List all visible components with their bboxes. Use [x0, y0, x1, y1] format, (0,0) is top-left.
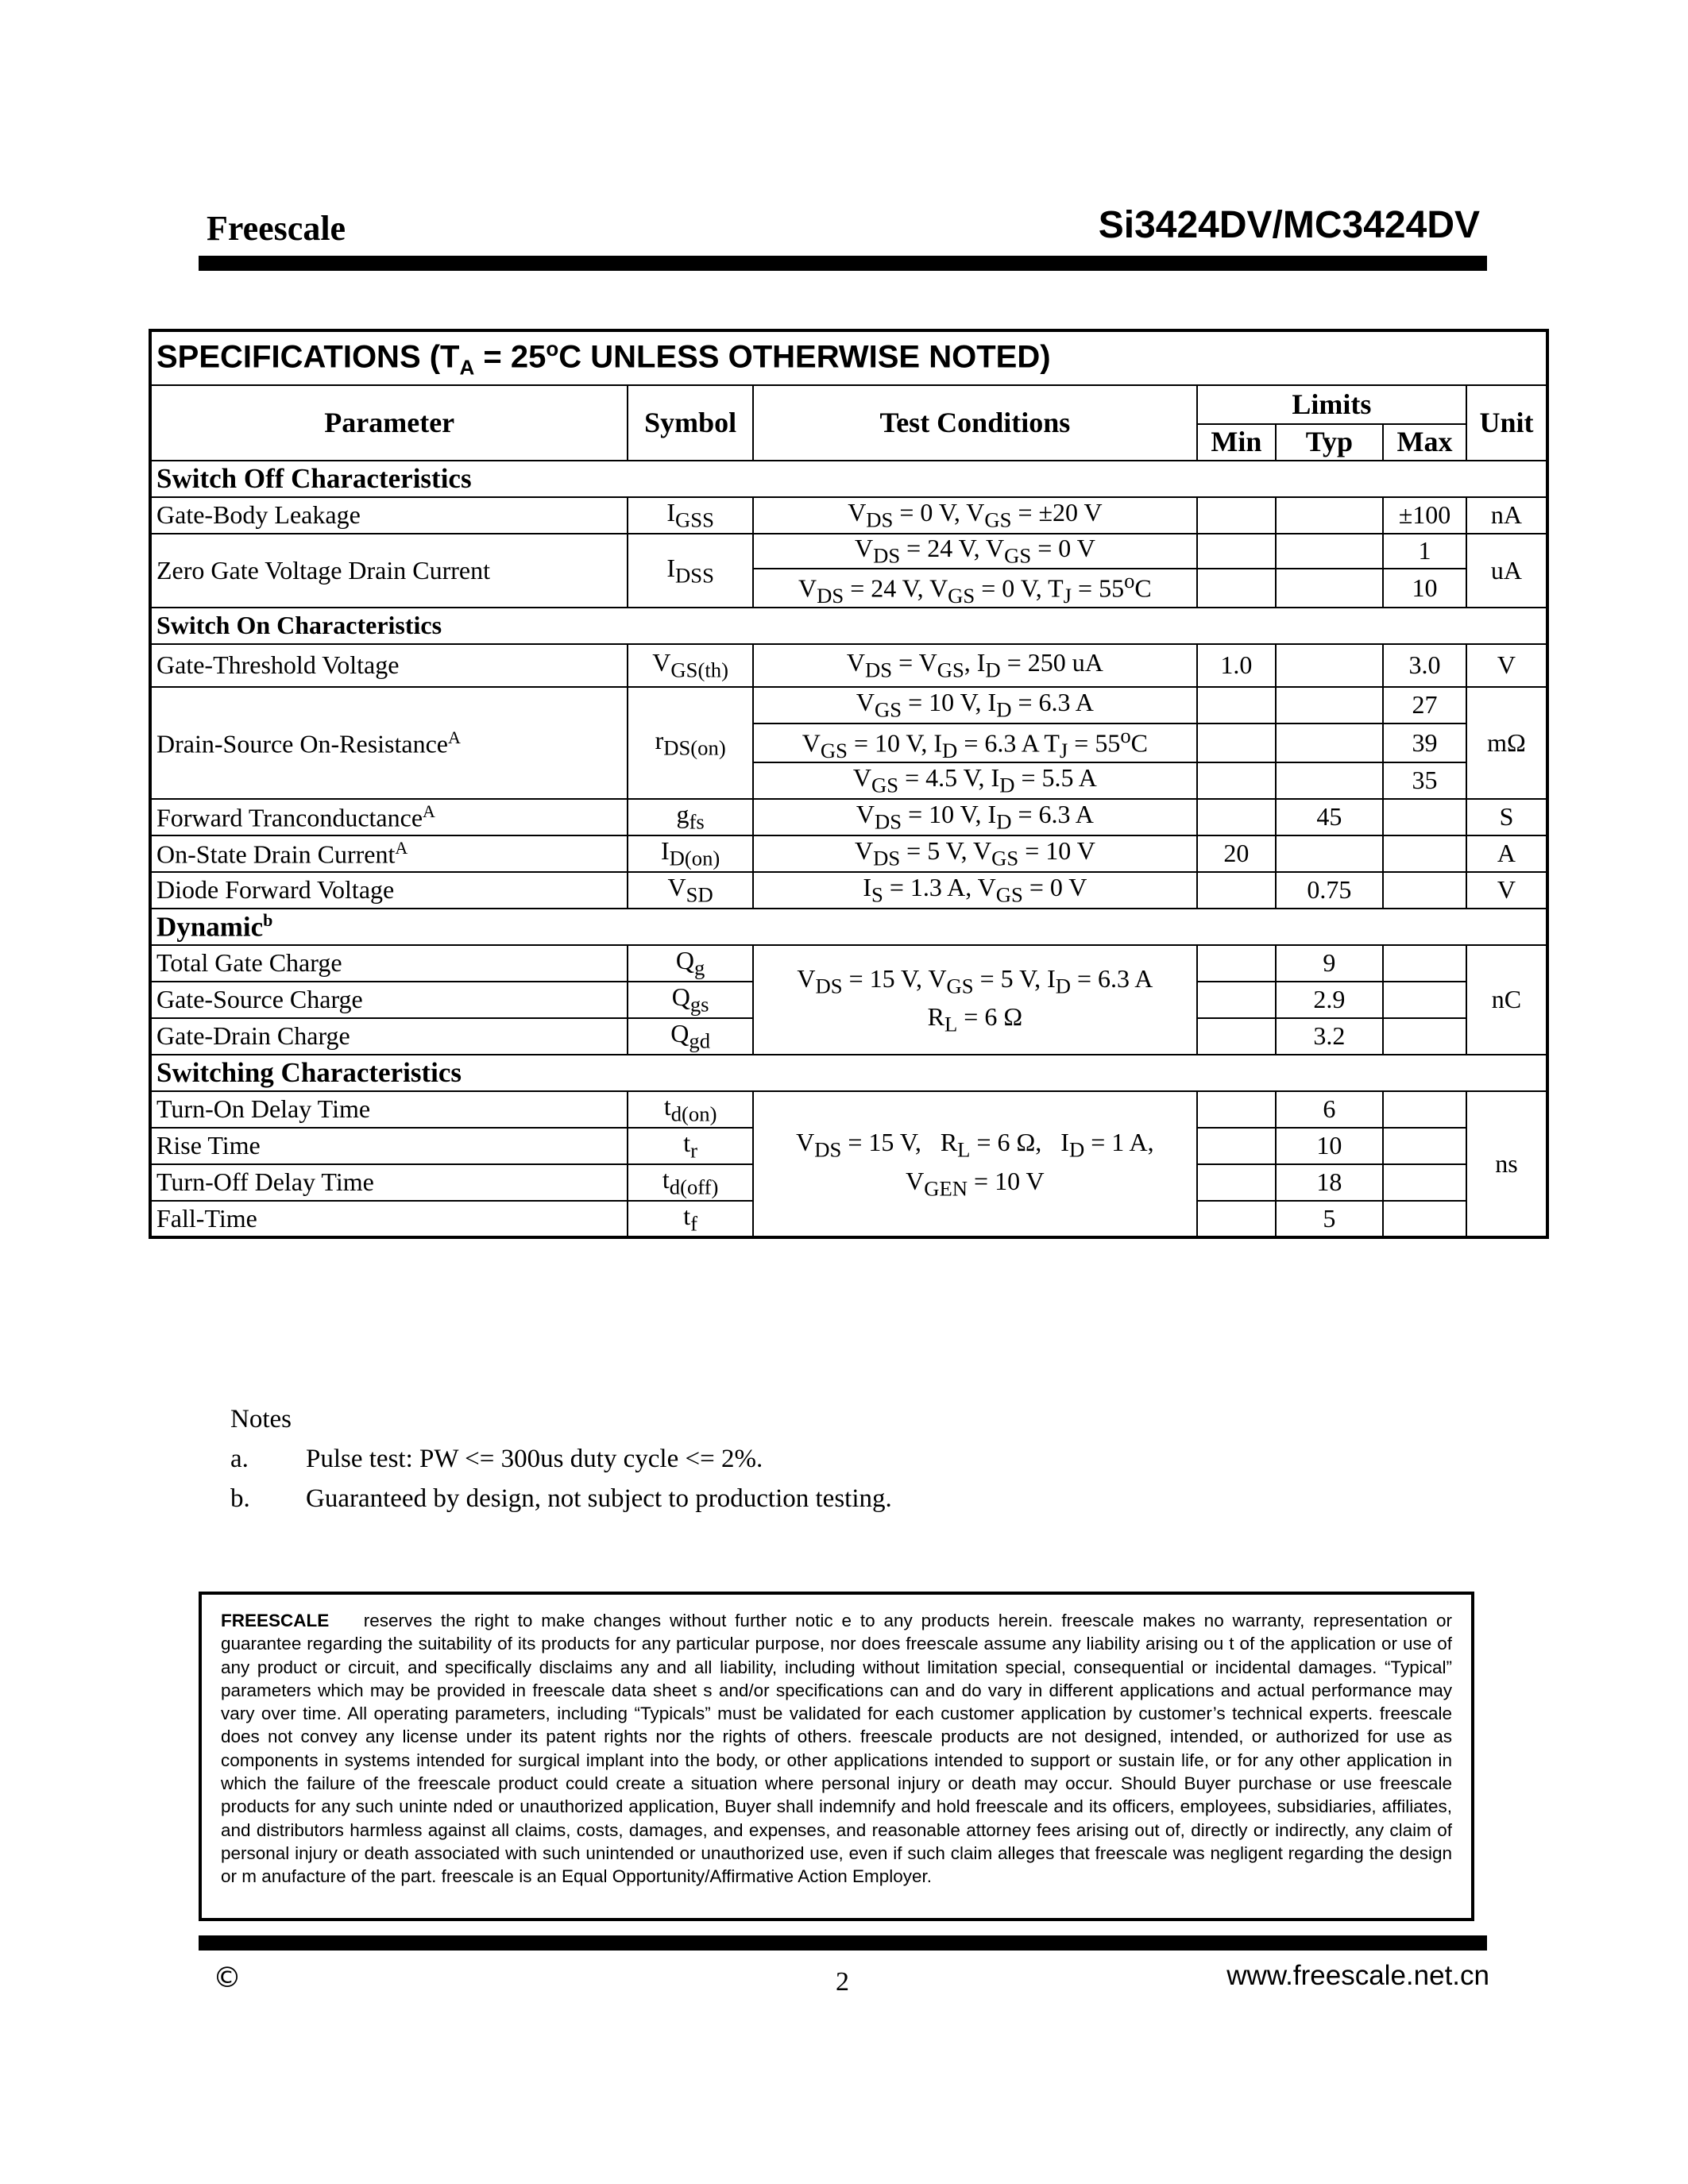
notes-heading: Notes — [230, 1405, 292, 1433]
table-row: Rise Time $t_r$ 10 — [150, 1128, 1547, 1164]
table-row: $V_{GS} = 4.5$ V, $I_D = 5.5$ A 35 — [150, 762, 1547, 799]
table-row: Drain-Source On-Resistance$^A$ $r_{DS(on)}$ $V_{GS} = 10$ V, $I_D = 6.3$ A 27 mΩ — [150, 687, 1547, 723]
note-a: a. Pulse test: PW <= 300us duty cycle <= 2%. — [230, 1445, 763, 1473]
website-url: www.freescale.net.cn — [1226, 1960, 1489, 1991]
table-row: Forward Tranconductance$^A$ $g_{fs}$ $V_{DS} = 10$ V, $I_D = 6.3$ A 45 S — [150, 799, 1547, 835]
section-dynamic: Dynamic$^b$ — [150, 909, 1547, 945]
header-max: Max — [1383, 424, 1466, 461]
header-parameter: Parameter — [150, 385, 628, 461]
table-row: Gate-Threshold Voltage $V_{GS(th)}$ $V_{DS} = V_{GS}$, $I_D = 250$ uA 1.0 3.0 V — [150, 644, 1547, 687]
table-title: SPECIFICATIONS ($T_A = 25^oC$ UNLESS OTHERWISE NOTED) — [150, 330, 1547, 385]
table-row: Gate-Drain Charge $Q_{gd}$ 3.2 — [150, 1018, 1547, 1055]
part-number: Si3424DV/MC3424DV — [1098, 204, 1480, 246]
brand-name: Freescale — [207, 209, 346, 248]
header-test-conditions: Test Conditions — [753, 385, 1197, 461]
header-min: Min — [1197, 424, 1276, 461]
table-row: $V_{GS} = 10$ V, $I_D = 6.3$ A $T_J = 55^oC$ 39 — [150, 723, 1547, 762]
table-row: Turn-Off Delay Time $t_{d(off)}$ 18 — [150, 1164, 1547, 1201]
table-row: Turn-On Delay Time $t_{d(on)}$ $V_{DS} = 15$ V, $R_L = 6$ Ω, $I_D = 1$ A, $V_{GEN} = 10$ V 6 ns — [150, 1091, 1547, 1128]
table-row: Fall-Time $t_f$ 5 — [150, 1201, 1547, 1237]
page-number: 2 — [836, 1967, 849, 1997]
table-row: Gate-Source Charge $Q_{gs}$ 2.9 — [150, 982, 1547, 1018]
disclaimer-lead: FREESCALE — [221, 1611, 330, 1630]
header-unit: Unit — [1466, 385, 1547, 461]
copyright-icon: © — [213, 1962, 241, 1994]
section-switch-off: Switch Off Characteristics — [150, 461, 1547, 497]
header-symbol: Symbol — [628, 385, 752, 461]
header-rule — [199, 256, 1487, 271]
header-typ: Typ — [1276, 424, 1383, 461]
section-switch-on: Switch On Characteristics — [150, 608, 1547, 644]
table-row: $V_{DS} = 24$ V, $V_{GS} = 0$ V, $T_J = 55^oC$ 10 — [150, 569, 1547, 608]
specifications-table — [149, 329, 1549, 1239]
section-switching: Switching Characteristics — [150, 1055, 1547, 1091]
note-b: b. Guaranteed by design, not subject to production testing. — [230, 1484, 892, 1513]
legal-disclaimer — [199, 1592, 1474, 1921]
disclaimer-text: reserves the right to make changes without further notic e to any products herein. freescale makes no warranty, representation or guarantee regarding the suitability of its products for any particular purpose, nor does freescale assume any liability arising ou t of the application or use of any product or circuit, and specifically disclaims any and all liability, including without limitation special, consequential or incidental damages. “Typical” parameters which may be provided in freescale data sheet s and/or specifications can and do vary in different applications and actual performance may vary over time. All operating parameters, including “Typicals” must be validated for each customer application by customer’s technical experts. freescale does not convey any license under its patent rights nor the rights of others. freescale products are not designed, intended, or authorized for use as components in systems intended for surgical implant into the body, or other applications intended to support or sustain life, or for any other application in which the failure of the freescale product could create a situation where personal injury or death may occur. Should Buyer purchase or use freescale products for any such uninte nded or unauthorized application, Buyer shall indemnify and hold freescale and its officers, employees, subsidiaries, affiliates, and distributors harmless against all claims, costs, damages, and expenses, and reasonable attorney fees arising out of, directly or indirectly, any claim of personal injury or death associated with such unintended or unauthorized use, even if such claim alleges that freescale was negligent regarding the design or m anufacture of the part. freescale is an Equal Opportunity/Affirmative Action Employer. — [221, 1611, 1452, 1887]
footer-rule — [199, 1935, 1487, 1951]
header-limits: Limits — [1197, 385, 1466, 424]
table-row: Total Gate Charge $Q_g$ $V_{DS} = 15$ V, $V_{GS} = 5$ V, $I_D = 6.3$ A $R_L = 6$ Ω 9 nC — [150, 945, 1547, 982]
table-row: On-State Drain Current$^A$ $I_{D(on)}$ $V_{DS} = 5$ V, $V_{GS} = 10$ V 20 A — [150, 835, 1547, 872]
table-row: Zero Gate Voltage Drain Current $I_{DSS}$ $V_{DS} = 24$ V, $V_{GS} = 0$ V 1 uA — [150, 534, 1547, 569]
notes — [230, 1399, 892, 1518]
table-row: Gate-Body Leakage $I_{GSS}$ $V_{DS} = 0$ V, $V_{GS} = \pm 20$ V ±100 nA — [150, 497, 1547, 534]
table-row: Diode Forward Voltage $V_{SD}$ $I_S = 1.3$ A, $V_{GS} = 0$ V 0.75 V — [150, 872, 1547, 909]
